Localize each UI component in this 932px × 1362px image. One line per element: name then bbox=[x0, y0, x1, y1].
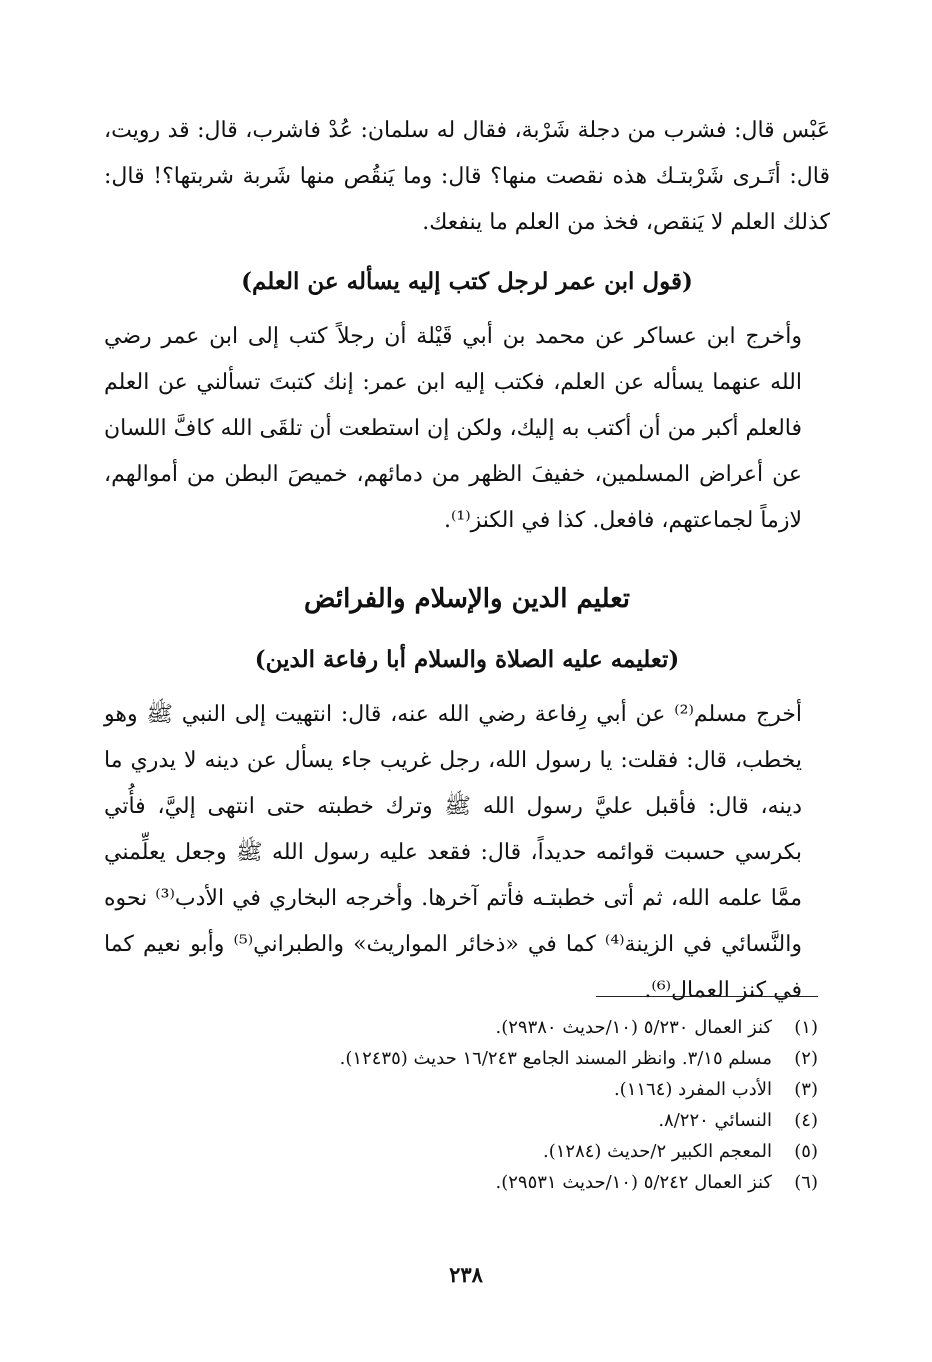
paragraph-1: عَبْس قال: فشرب من دجلة شَرْبة، فقال له سلمان: عُدْ فاشرب، قال: قد رويت، قال: أتَـرى شَرْبتـك هذه نقصت منها؟ قال: وما يَنقُص منها شَربة شربتها؟! قال: كذلك العلم لا يَنقص، فخذ من العلم ما ينفعك. bbox=[104, 118, 830, 235]
footnote-number: (٦) bbox=[794, 1172, 818, 1193]
footnotes bbox=[200, 1012, 818, 1198]
footnote-number: (١) bbox=[794, 1017, 818, 1038]
footnote-text: مسلم ٣/١٥. وانظر المسند الجامع ١٦/٢٤٣ حديث (١٢٤٣٥). bbox=[339, 1048, 772, 1069]
footnote-number: (٢) bbox=[794, 1048, 818, 1069]
chapter-heading: تعليم الدين والإسلام والفرائض bbox=[303, 584, 631, 614]
footnote-divider bbox=[596, 996, 818, 997]
footnote-text: كنز العمال ٥/٢٣٠ (١٠/حديث ٢٩٣٨٠). bbox=[495, 1017, 772, 1038]
footnote-text: الأدب المفرد (١١٦٤). bbox=[613, 1079, 772, 1100]
footnote-text: النسائي ٨/٢٢٠. bbox=[658, 1110, 772, 1131]
footnote-text: المعجم الكبير ٢/حديث (١٢٨٤). bbox=[542, 1141, 772, 1162]
footnote-number: (٤) bbox=[794, 1110, 818, 1131]
footnote-item bbox=[200, 1012, 818, 1043]
footnote-item bbox=[200, 1043, 818, 1074]
footnote-number: (٣) bbox=[794, 1079, 818, 1100]
footnote-number: (٥) bbox=[794, 1141, 818, 1162]
page-body bbox=[104, 108, 830, 1014]
paragraph-3: أخرج مسلم⁽²⁾ عن أبي رِفاعة رضي الله عنه، قال: انتهيت إلى النبي ﷺ وهو يخطب، قال: فقلت: يا رسول الله، رجل غريب جاء يسأل عن دينه لا يدري ما دينه، قال: فأقبل عليَّ رسول الله ﷺ وترك خطبته حتى انتهى إليَّ، فأُتي بكرسي حسبت قوائمه حديداً، قال: فقعد عليه رسول الله ﷺ وجعل يعلِّمني ممَّا علمه الله، ثم أتى خطبتـه فأتم آخرها. وأخرجه البخاري في الأدب⁽³⁾ نحوه والنَّسائي في الزينة⁽⁴⁾ كما في «ذخائر المواريث» والطبراني⁽⁵⁾ وأبو نعيم كما في كنز العمال⁽⁶⁾. bbox=[104, 702, 802, 1003]
footnote-item bbox=[200, 1074, 818, 1105]
footnote-text: كنز العمال ٥/٢٤٢ (١٠/حديث ٢٩٥٣١). bbox=[495, 1172, 772, 1193]
footnote-item bbox=[200, 1105, 818, 1136]
footnote-item bbox=[200, 1136, 818, 1167]
page-number: ٢٣٨ bbox=[449, 1262, 483, 1287]
section-heading-ibn-umar: (قول ابن عمر لرجل كتب إليه يسأله عن العلم) bbox=[241, 268, 693, 295]
paragraph-2: وأخرج ابن عساكر عن محمد بن أبي قَيْلة أن رجلاً كتب إلى ابن عمر رضي الله عنهما يسأله عن العلم، فكتب إليه ابن عمر: إنك كتبتَ تسألني عن العلم فالعلم أكبر من أن أكتب به إليك، ولكن إن استطعت أن تلقَى الله كافَّ اللسان عن أعراض المسلمين، خفيفَ الظهر من دمائهم، خميصَ البطن من أموالهم، لازماً لجماعتهم، فافعل. كذا في الكنز⁽¹⁾. bbox=[104, 324, 802, 533]
footnote-item bbox=[200, 1167, 818, 1198]
section-heading-abu-rifaa: (تعليمه عليه الصلاة والسلام أبا رفاعة الدين) bbox=[254, 646, 680, 673]
